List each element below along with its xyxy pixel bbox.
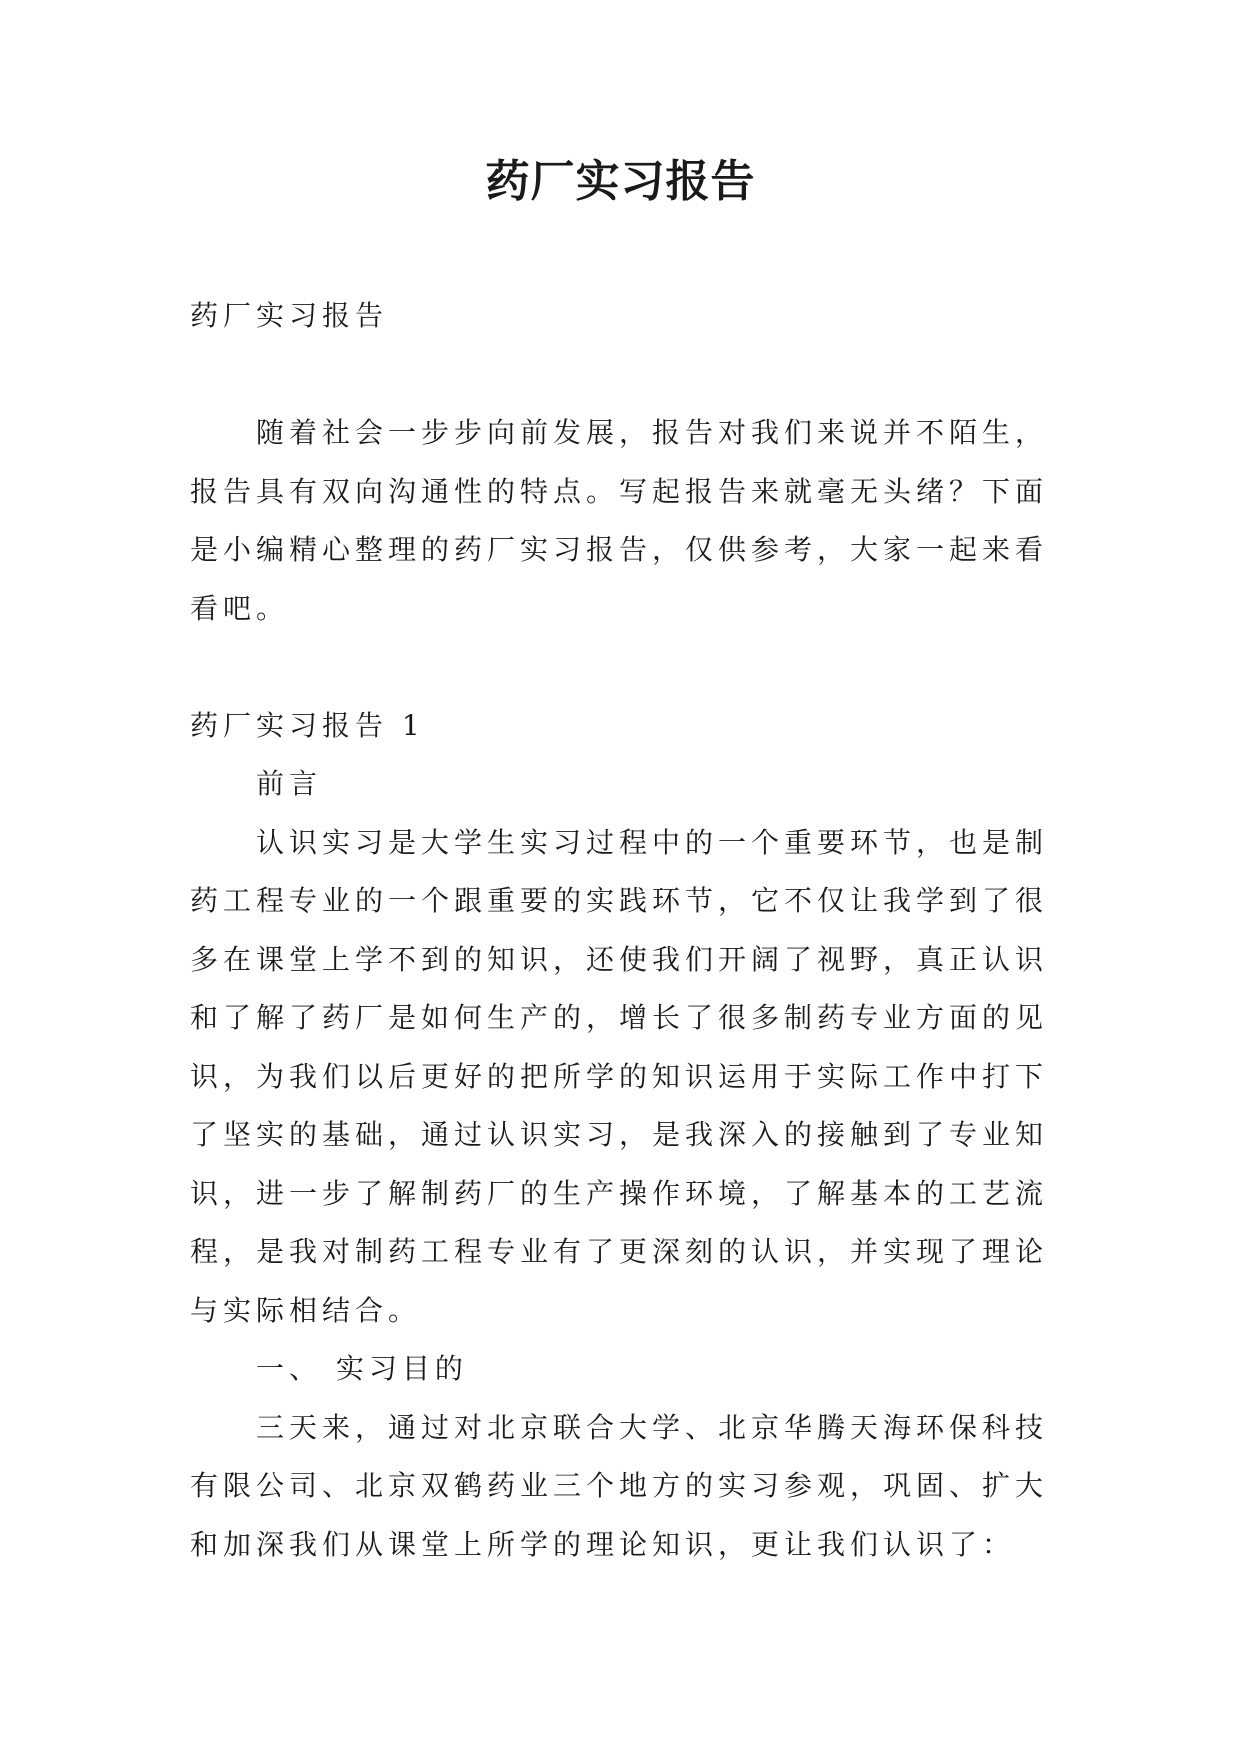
blank-line <box>190 346 1060 405</box>
paragraph-line: 认识实习是大学生实习过程中的一个重要环节，也是制 <box>256 825 1049 859</box>
paragraph-line: 药工程专业的一个跟重要的实践环节，它不仅让我学到了很 <box>190 884 1049 917</box>
paragraph-line: 和加深我们从课堂上所学的理论知识，更让我们认识了： <box>190 1527 1016 1561</box>
paragraph-line: 有限公司、北京双鹤药业三个地方的实习参观，巩固、扩大 <box>190 1469 1049 1502</box>
preface-paragraph <box>190 814 1060 1341</box>
paragraph-line: 随着社会一步步向前发展，报告对我们来说并不陌生， <box>256 416 1049 449</box>
paragraph-line: 与实际相结合。 <box>190 1293 422 1327</box>
paragraph-line: 识，为我们以后更好的把所学的知识运用于实际工作中打下 <box>190 1059 1049 1093</box>
paragraph-line: 和了解了药厂是如何生产的，增长了很多制药专业方面的见 <box>190 1001 1049 1034</box>
document-title: 药厂实习报告 <box>485 156 756 207</box>
paragraph-line: 多在课堂上学不到的知识，还使我们开阔了视野，真正认识 <box>190 942 1049 976</box>
document-body <box>190 287 1060 1574</box>
paragraph-line: 程，是我对制药工程专业有了更深刻的认识，并实现了理论 <box>190 1235 1049 1268</box>
paragraph-line: 是小编精心整理的药厂实习报告，仅供参考，大家一起来看 <box>190 533 1049 566</box>
paragraph-line: 报告具有双向沟通性的特点。写起报告来就毫无头绪？下面 <box>190 474 1049 508</box>
document-heading: 药厂实习报告 <box>190 299 389 332</box>
paragraph-line: 三天来，通过对北京联合大学、北京华腾天海环保科技 <box>256 1410 1049 1444</box>
paragraph-line: 识，进一步了解制药厂的生产操作环境，了解基本的工艺流 <box>190 1176 1049 1210</box>
paragraph-line: 了坚实的基础，通过认识实习，是我深入的接触到了专业知 <box>190 1118 1049 1151</box>
paragraph-line: 看吧。 <box>190 591 290 625</box>
part1-heading: 一、 实习目的 <box>256 1352 468 1385</box>
part1-paragraph <box>190 1399 1060 1575</box>
preface-heading: 前言 <box>256 767 323 800</box>
section-title: 药厂实习报告 1 <box>190 708 425 742</box>
blank-line <box>190 638 1060 697</box>
intro-paragraph <box>190 404 1060 638</box>
